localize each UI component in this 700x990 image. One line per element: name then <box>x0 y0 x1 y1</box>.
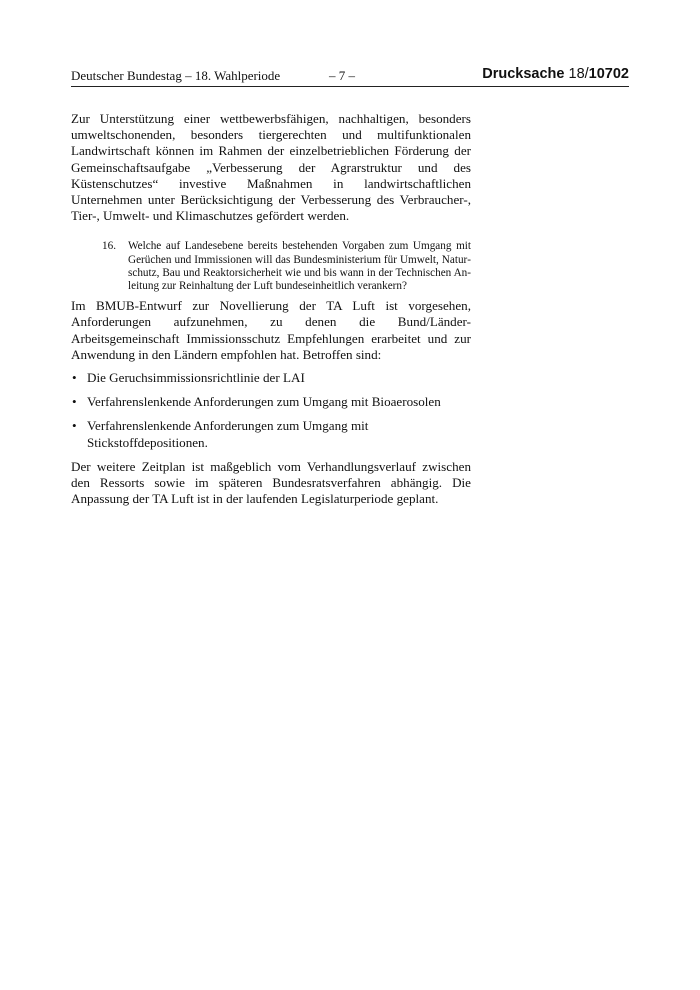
list-item-text: Die Geruchsimmissionsrichtlinie der LAI <box>87 370 305 386</box>
header-publication: Deutscher Bundestag – 18. Wahlperiode <box>71 68 281 83</box>
answer-paragraph: Im BMUB-Entwurf zur Novellierung der TA Luft ist vorgesehen, Anforderungen aufzunehmen, zu denen die Bund/Länder-Arbeitsgemeinschaft Immissionsschutz Empfehlungen erarbeitet und zur Anwendung in den Ländern empfohlen hat. Betroffen sind: <box>71 298 471 362</box>
page-number: – 7 – <box>329 68 355 83</box>
document-number-period: 18/ <box>568 66 589 82</box>
list-item-text: Verfahrenslenkende Anforderungen zum Umgang mit Stickstoffdepositionen. <box>87 418 369 450</box>
list-item-text: Verfahrenslenkende Anforderungen zum Umgang mit Bioaerosolen <box>87 394 441 410</box>
requirements-list <box>71 370 471 451</box>
paragraph-funding: Zur Unterstützung einer wettbewerbsfähigen, nachhaltigen, besonders umweltschonenden, besonders tiergerechten und multifunktionalen Landwirtschaft können im Rahmen der einzelbetrieblichen Förderung der Gemeinschaftsaufgabe „Verbesserung der Agrarstruktur und des Küstenschutzes“ investive Maßnahmen in landwirtschaftlichen Unternehmen unter Berücksichtigung der Verbesserung des Verbraucher-, Tier-, Umwelt- und Klimaschutzes gefördert werden. <box>71 111 471 224</box>
header-rule <box>71 86 629 87</box>
document-number-id: 10702 <box>588 66 629 82</box>
bullet-icon: • <box>72 370 77 386</box>
closing-paragraph: Der weitere Zeitplan ist maßgeblich vom Verhandlungsverlauf zwischen den Ressorts sowie im späteren Bundesratsverfahren abhängig. Die Anpassung der TA Luft ist in der laufenden Legislaturperiode geplant. <box>71 458 471 507</box>
question-number: 16. <box>102 240 116 253</box>
bullet-icon: • <box>72 418 77 434</box>
list-item <box>71 370 471 386</box>
page-body <box>71 111 471 507</box>
page-header <box>71 66 629 86</box>
document-number <box>482 66 629 82</box>
list-item <box>71 394 471 410</box>
question-16 <box>102 240 471 293</box>
question-text: Welche auf Landesebene bereits bestehenden Vorgaben zum Umgang mit Gerüchen und Immissionen will das Bundesministerium für Umwelt, Naturschutz, Bau und Reaktorsicherheit wie und bis wann in der Technischen Anleitung zur Reinhaltung der Luft bundeseinheitlich verankern? <box>128 240 471 293</box>
document-label: Drucksache <box>482 66 565 82</box>
list-item <box>71 418 471 450</box>
bullet-icon: • <box>72 394 77 410</box>
